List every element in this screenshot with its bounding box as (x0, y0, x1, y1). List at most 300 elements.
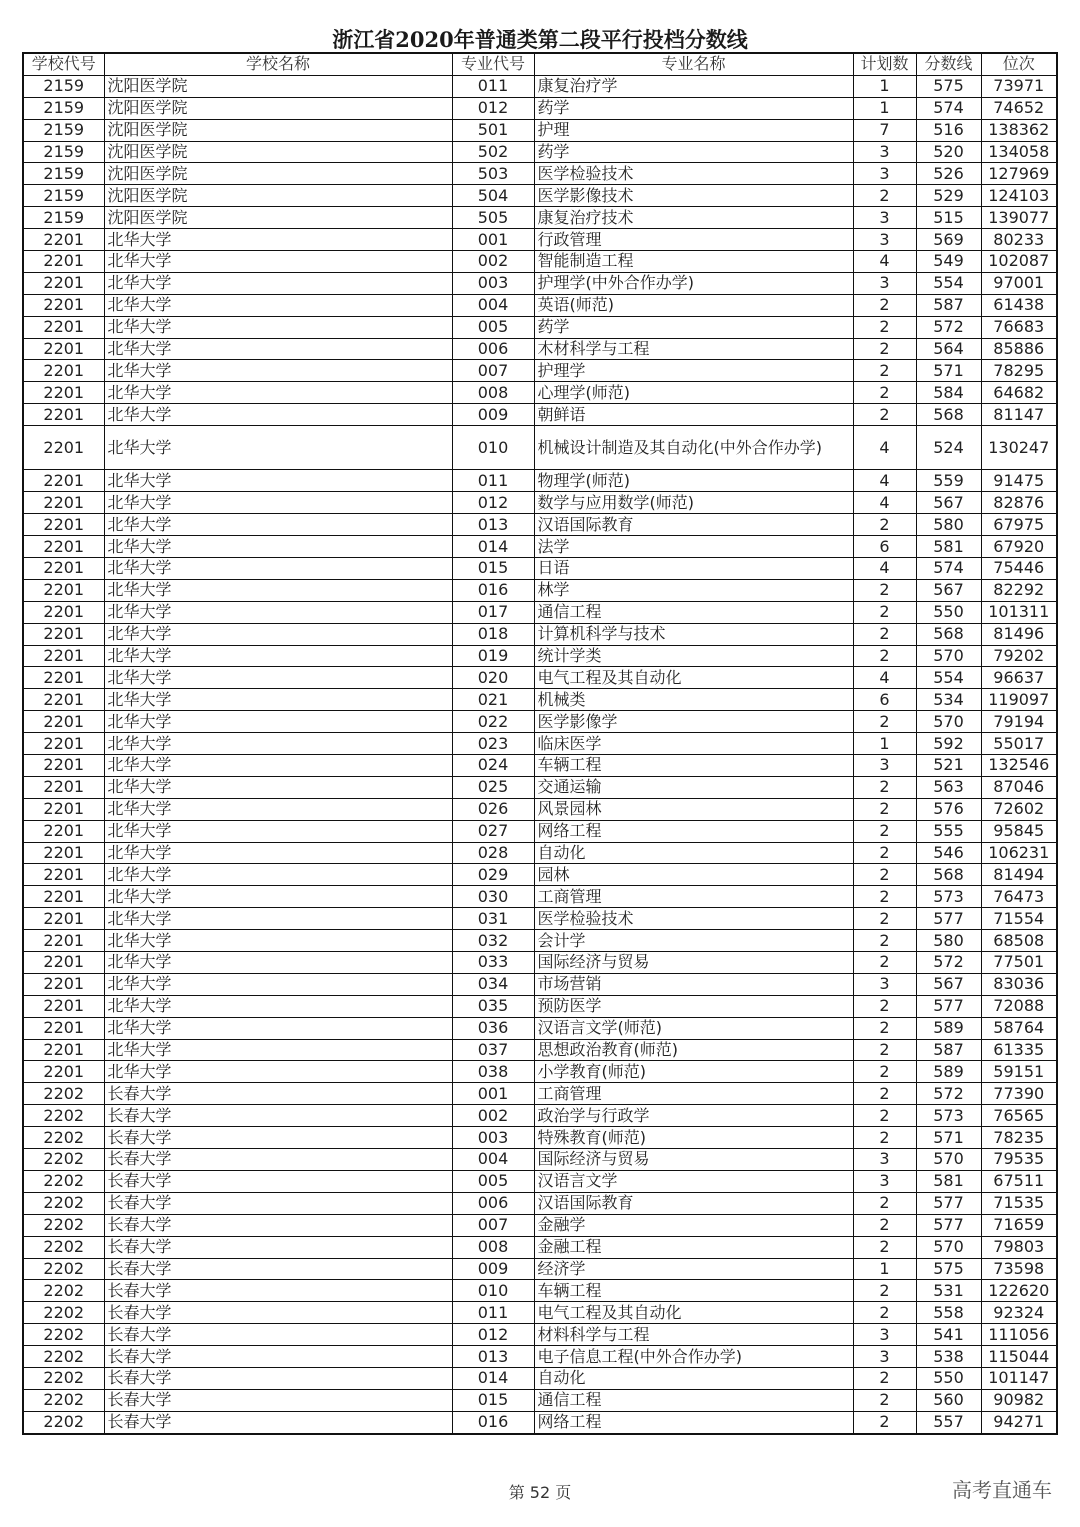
cell-major-name: 风景园林 (534, 798, 853, 820)
cell-score-line: 557 (916, 1411, 981, 1433)
cell-plan-count: 1 (853, 97, 916, 119)
cell-school-name: 北华大学 (104, 1017, 452, 1039)
cell-score-line: 554 (916, 667, 981, 689)
cell-major-code: 013 (452, 1346, 534, 1368)
cell-school-name: 长春大学 (104, 1192, 452, 1214)
table-row (23, 755, 1057, 777)
cell-major-code: 019 (452, 645, 534, 667)
cell-school-code: 2159 (23, 185, 104, 207)
cell-rank: 130247 (981, 426, 1057, 470)
cell-score-line: 584 (916, 382, 981, 404)
cell-rank: 67511 (981, 1170, 1057, 1192)
cell-major-name: 智能制造工程 (534, 251, 853, 273)
cell-score-line: 571 (916, 1127, 981, 1149)
cell-rank: 132546 (981, 755, 1057, 777)
cell-plan-count: 2 (853, 930, 916, 952)
cell-score-line: 577 (916, 1192, 981, 1214)
cell-score-line: 575 (916, 1258, 981, 1280)
cell-score-line: 560 (916, 1389, 981, 1411)
cell-major-name: 汉语言文学(师范) (534, 1017, 853, 1039)
cell-major-name: 政治学与行政学 (534, 1105, 853, 1127)
cell-plan-count: 2 (853, 601, 916, 623)
cell-rank: 79202 (981, 645, 1057, 667)
cell-plan-count: 2 (853, 1061, 916, 1083)
cell-rank: 76565 (981, 1105, 1057, 1127)
cell-score-line: 580 (916, 930, 981, 952)
cell-major-code: 012 (452, 1324, 534, 1346)
cell-school-name: 沈阳医学院 (104, 163, 452, 185)
cell-major-name: 会计学 (534, 930, 853, 952)
header-school-name: 学校名称 (104, 53, 452, 75)
cell-rank: 83036 (981, 973, 1057, 995)
cell-score-line: 515 (916, 207, 981, 229)
table-row (23, 995, 1057, 1017)
cell-school-code: 2202 (23, 1346, 104, 1368)
cell-major-code: 501 (452, 119, 534, 141)
cell-rank: 102087 (981, 251, 1057, 273)
cell-major-code: 012 (452, 97, 534, 119)
cell-major-code: 033 (452, 952, 534, 974)
cell-rank: 91475 (981, 470, 1057, 492)
cell-major-name: 工商管理 (534, 1083, 853, 1105)
cell-major-code: 035 (452, 995, 534, 1017)
cell-score-line: 558 (916, 1302, 981, 1324)
cell-major-code: 004 (452, 1149, 534, 1171)
table-row (23, 1280, 1057, 1302)
header-major-name: 专业名称 (534, 53, 853, 75)
cell-score-line: 568 (916, 404, 981, 426)
table-row (23, 1083, 1057, 1105)
cell-school-code: 2201 (23, 689, 104, 711)
cell-rank: 68508 (981, 930, 1057, 952)
cell-school-name: 长春大学 (104, 1214, 452, 1236)
cell-school-name: 长春大学 (104, 1149, 452, 1171)
cell-rank: 81496 (981, 623, 1057, 645)
cell-score-line: 521 (916, 755, 981, 777)
cell-score-line: 516 (916, 119, 981, 141)
table-row (23, 1149, 1057, 1171)
cell-rank: 64682 (981, 382, 1057, 404)
cell-school-code: 2201 (23, 426, 104, 470)
cell-major-code: 001 (452, 229, 534, 251)
cell-rank: 94271 (981, 1411, 1057, 1433)
cell-major-code: 011 (452, 1302, 534, 1324)
cell-major-name: 汉语国际教育 (534, 514, 853, 536)
cell-score-line: 581 (916, 536, 981, 558)
cell-school-name: 北华大学 (104, 558, 452, 580)
cell-rank: 75446 (981, 558, 1057, 580)
table-row (23, 1346, 1057, 1368)
cell-school-code: 2202 (23, 1324, 104, 1346)
cell-score-line: 572 (916, 1083, 981, 1105)
cell-school-name: 沈阳医学院 (104, 207, 452, 229)
cell-plan-count: 2 (853, 1017, 916, 1039)
cell-school-name: 长春大学 (104, 1083, 452, 1105)
cell-major-name: 朝鲜语 (534, 404, 853, 426)
cell-score-line: 570 (916, 711, 981, 733)
cell-school-name: 长春大学 (104, 1170, 452, 1192)
cell-plan-count: 1 (853, 1258, 916, 1280)
cell-school-name: 北华大学 (104, 404, 452, 426)
cell-school-name: 北华大学 (104, 930, 452, 952)
cell-rank: 138362 (981, 119, 1057, 141)
cell-plan-count: 4 (853, 558, 916, 580)
cell-major-name: 日语 (534, 558, 853, 580)
cell-plan-count: 7 (853, 119, 916, 141)
cell-major-code: 001 (452, 1083, 534, 1105)
cell-major-name: 电气工程及其自动化 (534, 1302, 853, 1324)
table-row (23, 75, 1057, 97)
cell-school-name: 北华大学 (104, 360, 452, 382)
cell-major-code: 036 (452, 1017, 534, 1039)
cell-major-name: 工商管理 (534, 886, 853, 908)
table-row (23, 163, 1057, 185)
cell-rank: 85886 (981, 338, 1057, 360)
cell-major-code: 011 (452, 470, 534, 492)
cell-major-name: 园林 (534, 864, 853, 886)
cell-rank: 111056 (981, 1324, 1057, 1346)
cell-school-name: 北华大学 (104, 579, 452, 601)
cell-plan-count: 2 (853, 1083, 916, 1105)
cell-major-code: 027 (452, 820, 534, 842)
cell-major-name: 预防医学 (534, 995, 853, 1017)
cell-score-line: 568 (916, 864, 981, 886)
cell-school-code: 2159 (23, 207, 104, 229)
cell-major-name: 汉语言文学 (534, 1170, 853, 1192)
cell-school-name: 沈阳医学院 (104, 185, 452, 207)
cell-rank: 87046 (981, 776, 1057, 798)
cell-major-name: 市场营销 (534, 973, 853, 995)
cell-score-line: 564 (916, 338, 981, 360)
cell-school-code: 2201 (23, 952, 104, 974)
cell-school-code: 2201 (23, 251, 104, 273)
cell-major-name: 康复治疗学 (534, 75, 853, 97)
cell-major-name: 护理学 (534, 360, 853, 382)
cell-school-name: 长春大学 (104, 1236, 452, 1258)
cell-plan-count: 2 (853, 1039, 916, 1061)
cell-school-code: 2201 (23, 360, 104, 382)
cell-major-name: 计算机科学与技术 (534, 623, 853, 645)
cell-major-code: 015 (452, 1389, 534, 1411)
cell-major-code: 012 (452, 492, 534, 514)
cell-major-code: 007 (452, 1214, 534, 1236)
cell-plan-count: 2 (853, 1389, 916, 1411)
cell-major-name: 康复治疗技术 (534, 207, 853, 229)
cell-rank: 67920 (981, 536, 1057, 558)
cell-plan-count: 2 (853, 1105, 916, 1127)
table-row (23, 185, 1057, 207)
cell-plan-count: 2 (853, 864, 916, 886)
cell-major-name: 车辆工程 (534, 1280, 853, 1302)
cell-school-code: 2159 (23, 119, 104, 141)
cell-major-name: 汉语国际教育 (534, 1192, 853, 1214)
cell-major-code: 021 (452, 689, 534, 711)
watermark: 高考直通车 (952, 1478, 1052, 1502)
cell-major-code: 002 (452, 1105, 534, 1127)
table-row (23, 338, 1057, 360)
cell-rank: 95845 (981, 820, 1057, 842)
cell-major-name: 金融工程 (534, 1236, 853, 1258)
cell-school-code: 2201 (23, 820, 104, 842)
cell-school-name: 北华大学 (104, 776, 452, 798)
table-row (23, 492, 1057, 514)
table-row (23, 1105, 1057, 1127)
cell-plan-count: 3 (853, 973, 916, 995)
cell-plan-count: 4 (853, 470, 916, 492)
cell-major-code: 502 (452, 141, 534, 163)
cell-school-name: 北华大学 (104, 864, 452, 886)
cell-major-code: 004 (452, 294, 534, 316)
admission-score-table (22, 52, 1058, 1435)
cell-plan-count: 3 (853, 272, 916, 294)
cell-major-name: 心理学(师范) (534, 382, 853, 404)
cell-rank: 96637 (981, 667, 1057, 689)
cell-major-code: 005 (452, 316, 534, 338)
cell-school-name: 沈阳医学院 (104, 97, 452, 119)
cell-school-code: 2202 (23, 1236, 104, 1258)
cell-major-code: 009 (452, 404, 534, 426)
cell-major-code: 014 (452, 1367, 534, 1389)
cell-plan-count: 6 (853, 689, 916, 711)
cell-major-code: 022 (452, 711, 534, 733)
table-row (23, 1302, 1057, 1324)
cell-score-line: 569 (916, 229, 981, 251)
table-row (23, 141, 1057, 163)
cell-major-code: 008 (452, 382, 534, 404)
cell-school-name: 北华大学 (104, 1061, 452, 1083)
cell-rank: 59151 (981, 1061, 1057, 1083)
cell-score-line: 577 (916, 908, 981, 930)
cell-score-line: 534 (916, 689, 981, 711)
table-row (23, 579, 1057, 601)
cell-score-line: 572 (916, 952, 981, 974)
cell-plan-count: 2 (853, 185, 916, 207)
cell-rank: 79535 (981, 1149, 1057, 1171)
cell-plan-count: 3 (853, 1170, 916, 1192)
cell-score-line: 573 (916, 1105, 981, 1127)
cell-rank: 61335 (981, 1039, 1057, 1061)
cell-major-name: 材料科学与工程 (534, 1324, 853, 1346)
cell-school-name: 北华大学 (104, 667, 452, 689)
cell-rank: 127969 (981, 163, 1057, 185)
cell-major-name: 思想政治教育(师范) (534, 1039, 853, 1061)
cell-major-name: 机械设计制造及其自动化(中外合作办学) (534, 426, 853, 470)
cell-school-name: 长春大学 (104, 1302, 452, 1324)
cell-plan-count: 3 (853, 1149, 916, 1171)
cell-school-name: 长春大学 (104, 1280, 452, 1302)
cell-score-line: 568 (916, 623, 981, 645)
table-row (23, 623, 1057, 645)
cell-school-code: 2201 (23, 755, 104, 777)
cell-school-name: 北华大学 (104, 711, 452, 733)
cell-school-code: 2202 (23, 1302, 104, 1324)
cell-plan-count: 2 (853, 886, 916, 908)
cell-rank: 90982 (981, 1389, 1057, 1411)
cell-school-name: 北华大学 (104, 492, 452, 514)
cell-major-name: 电气工程及其自动化 (534, 667, 853, 689)
cell-rank: 122620 (981, 1280, 1057, 1302)
cell-plan-count: 4 (853, 667, 916, 689)
cell-score-line: 524 (916, 426, 981, 470)
table-row (23, 645, 1057, 667)
cell-major-code: 037 (452, 1039, 534, 1061)
table-row (23, 229, 1057, 251)
table-row (23, 558, 1057, 580)
cell-major-name: 法学 (534, 536, 853, 558)
cell-school-code: 2201 (23, 995, 104, 1017)
cell-rank: 119097 (981, 689, 1057, 711)
cell-score-line: 567 (916, 492, 981, 514)
cell-score-line: 577 (916, 1214, 981, 1236)
cell-plan-count: 2 (853, 316, 916, 338)
cell-plan-count: 2 (853, 820, 916, 842)
cell-major-name: 交通运输 (534, 776, 853, 798)
cell-score-line: 573 (916, 886, 981, 908)
cell-school-code: 2201 (23, 229, 104, 251)
cell-rank: 81494 (981, 864, 1057, 886)
cell-major-name: 国际经济与贸易 (534, 952, 853, 974)
cell-major-name: 自动化 (534, 1367, 853, 1389)
cell-plan-count: 2 (853, 579, 916, 601)
cell-major-name: 车辆工程 (534, 755, 853, 777)
cell-major-code: 014 (452, 536, 534, 558)
cell-school-code: 2201 (23, 492, 104, 514)
cell-major-name: 数学与应用数学(师范) (534, 492, 853, 514)
cell-plan-count: 3 (853, 163, 916, 185)
cell-major-name: 机械类 (534, 689, 853, 711)
cell-score-line: 587 (916, 294, 981, 316)
cell-major-name: 金融学 (534, 1214, 853, 1236)
cell-plan-count: 1 (853, 75, 916, 97)
table-row (23, 251, 1057, 273)
cell-score-line: 541 (916, 1324, 981, 1346)
table-row (23, 798, 1057, 820)
table-row (23, 1411, 1057, 1433)
cell-major-code: 503 (452, 163, 534, 185)
cell-major-name: 医学影像技术 (534, 185, 853, 207)
cell-major-code: 025 (452, 776, 534, 798)
cell-school-code: 2201 (23, 1017, 104, 1039)
cell-school-name: 长春大学 (104, 1411, 452, 1433)
cell-school-name: 北华大学 (104, 272, 452, 294)
table-row (23, 1127, 1057, 1149)
cell-major-name: 药学 (534, 316, 853, 338)
cell-major-code: 003 (452, 1127, 534, 1149)
cell-school-code: 2202 (23, 1083, 104, 1105)
cell-plan-count: 2 (853, 382, 916, 404)
cell-school-code: 2201 (23, 776, 104, 798)
cell-school-name: 长春大学 (104, 1389, 452, 1411)
cell-plan-count: 3 (853, 1346, 916, 1368)
cell-major-name: 医学检验技术 (534, 163, 853, 185)
cell-major-name: 林学 (534, 579, 853, 601)
cell-school-code: 2202 (23, 1367, 104, 1389)
header-school-code: 学校代号 (23, 53, 104, 75)
cell-plan-count: 2 (853, 1302, 916, 1324)
cell-score-line: 554 (916, 272, 981, 294)
cell-rank: 79194 (981, 711, 1057, 733)
cell-score-line: 570 (916, 1149, 981, 1171)
cell-school-name: 长春大学 (104, 1367, 452, 1389)
table-row (23, 711, 1057, 733)
cell-rank: 74652 (981, 97, 1057, 119)
table-row (23, 1324, 1057, 1346)
cell-school-code: 2201 (23, 382, 104, 404)
cell-score-line: 576 (916, 798, 981, 820)
cell-plan-count: 2 (853, 645, 916, 667)
cell-major-name: 小学教育(师范) (534, 1061, 853, 1083)
cell-school-name: 北华大学 (104, 229, 452, 251)
cell-major-name: 通信工程 (534, 601, 853, 623)
cell-rank: 101147 (981, 1367, 1057, 1389)
cell-score-line: 526 (916, 163, 981, 185)
cell-major-name: 药学 (534, 97, 853, 119)
cell-school-code: 2201 (23, 1039, 104, 1061)
cell-major-name: 英语(师范) (534, 294, 853, 316)
table-row (23, 272, 1057, 294)
table-row (23, 1017, 1057, 1039)
cell-school-name: 北华大学 (104, 973, 452, 995)
cell-major-name: 通信工程 (534, 1389, 853, 1411)
cell-score-line: 570 (916, 1236, 981, 1258)
cell-school-code: 2201 (23, 338, 104, 360)
cell-school-code: 2201 (23, 908, 104, 930)
cell-major-code: 013 (452, 514, 534, 536)
cell-rank: 124103 (981, 185, 1057, 207)
cell-major-code: 028 (452, 842, 534, 864)
cell-rank: 67975 (981, 514, 1057, 536)
cell-school-name: 长春大学 (104, 1346, 452, 1368)
cell-score-line: 520 (916, 141, 981, 163)
table-row (23, 294, 1057, 316)
cell-rank: 81147 (981, 404, 1057, 426)
cell-school-name: 长春大学 (104, 1258, 452, 1280)
cell-school-name: 北华大学 (104, 842, 452, 864)
cell-school-code: 2201 (23, 733, 104, 755)
cell-rank: 134058 (981, 141, 1057, 163)
cell-plan-count: 2 (853, 623, 916, 645)
cell-school-code: 2159 (23, 141, 104, 163)
cell-major-name: 护理 (534, 119, 853, 141)
cell-rank: 79803 (981, 1236, 1057, 1258)
cell-major-name: 物理学(师范) (534, 470, 853, 492)
cell-school-name: 北华大学 (104, 601, 452, 623)
cell-score-line: 555 (916, 820, 981, 842)
table-row (23, 733, 1057, 755)
cell-major-code: 034 (452, 973, 534, 995)
cell-rank: 61438 (981, 294, 1057, 316)
cell-score-line: 546 (916, 842, 981, 864)
cell-school-code: 2201 (23, 973, 104, 995)
table-row (23, 97, 1057, 119)
cell-plan-count: 4 (853, 492, 916, 514)
cell-rank: 76473 (981, 886, 1057, 908)
cell-major-name: 医学影像学 (534, 711, 853, 733)
cell-score-line: 577 (916, 995, 981, 1017)
cell-school-code: 2201 (23, 842, 104, 864)
cell-school-code: 2201 (23, 470, 104, 492)
cell-plan-count: 2 (853, 1367, 916, 1389)
cell-major-name: 行政管理 (534, 229, 853, 251)
header-plan-count: 计划数 (853, 53, 916, 75)
cell-major-code: 032 (452, 930, 534, 952)
cell-rank: 115044 (981, 1346, 1057, 1368)
table-row (23, 426, 1057, 470)
header-rank: 位次 (981, 53, 1057, 75)
cell-rank: 106231 (981, 842, 1057, 864)
cell-school-name: 沈阳医学院 (104, 141, 452, 163)
cell-school-name: 长春大学 (104, 1127, 452, 1149)
